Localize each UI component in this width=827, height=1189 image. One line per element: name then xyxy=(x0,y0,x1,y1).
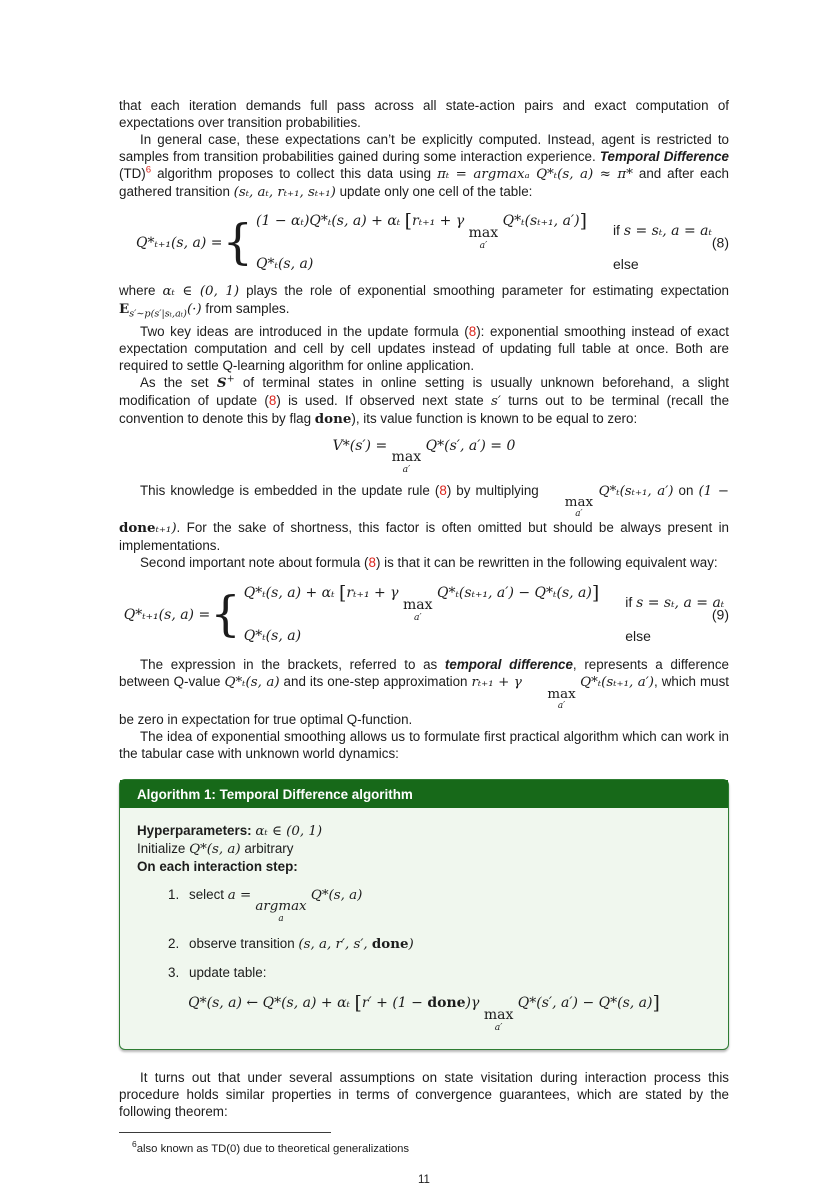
text-segment: On each interaction step: xyxy=(137,859,298,874)
algorithm-header: Algorithm 1: Temporal Difference algorithm xyxy=(120,780,728,808)
algorithm-step-1-text xyxy=(189,886,362,924)
text-segment: πₜ = argmaxₐ Q*ₜ(s, a) ≈ π* xyxy=(437,167,633,182)
underscript-operator: max a′ xyxy=(564,495,594,520)
text-segment: Q*ₜ(s, a) xyxy=(243,628,302,645)
paragraph-two-key-ideas xyxy=(119,323,729,374)
equation-8 xyxy=(119,209,729,273)
list-number: 1. xyxy=(168,887,180,902)
underscript-operator: max a′ xyxy=(468,224,499,251)
algorithm-body xyxy=(120,808,728,1049)
paragraph-td-intro xyxy=(119,131,729,201)
text-segment: turns out to be terminal (recall the convention to denote this by flag xyxy=(119,392,730,426)
text-segment: update table: xyxy=(189,964,267,980)
text-segment: E xyxy=(119,301,130,318)
text-segment: (·) xyxy=(186,302,202,318)
paragraph-temporal-difference xyxy=(119,656,729,728)
paragraph-knowledge-embedded xyxy=(119,482,729,555)
text-segment: ] xyxy=(579,209,587,232)
list-number: 3. xyxy=(168,964,180,980)
text-segment: Hyperparameters: xyxy=(137,823,256,838)
reference-link[interactable]: 8 xyxy=(268,392,277,408)
equation-8-cond2 xyxy=(613,256,639,273)
text-segment: ) xyxy=(171,521,177,537)
text-segment: V*(s′) = xyxy=(332,437,392,454)
text-segment: Q*ₜ(sₜ₊₁, a′) xyxy=(593,483,674,499)
equation-8-cases xyxy=(256,209,712,273)
text-segment: In general case, these expectations can’t be explicitly computed. Instead, agent is restricted to samples from transition probabilities gained during some interaction experience. xyxy=(119,132,729,164)
text-segment: (1 − αₜ)Q*ₜ(s, a) + αₜ xyxy=(256,213,405,229)
text-segment: and after each gathered transition xyxy=(119,166,729,199)
text-segment: ) is used. If observed next state xyxy=(276,392,492,408)
footnote xyxy=(119,1132,729,1156)
text-segment: Temporal Difference xyxy=(599,149,729,164)
text-segment: ₜ₊₁ xyxy=(155,521,172,537)
paragraph-second-note xyxy=(119,554,729,571)
algorithm-update-equation-body xyxy=(188,991,660,1033)
text-segment: αₜ ∈ (0, 1) xyxy=(162,284,240,300)
algorithm-hyperparameters xyxy=(137,822,711,840)
algorithm-box xyxy=(119,779,729,1050)
text-segment: ) xyxy=(408,936,414,952)
text-segment: Q*ₜ₊₁(s, a) = xyxy=(136,234,223,251)
algorithm-step-3 xyxy=(168,964,711,981)
text-segment: Q*ₜ(sₜ₊₁, a′) xyxy=(498,213,580,229)
text-segment: Q*(s′, a′) = 0 xyxy=(421,437,516,454)
equation-value-body xyxy=(333,437,516,475)
text-segment: on xyxy=(673,482,699,498)
text-segment: , which must be zero in expectation for true optimal Q-function. xyxy=(119,674,729,727)
text-segment: s′ xyxy=(491,393,501,409)
text-segment: αₜ ∈ (0, 1) xyxy=(255,824,323,839)
text-segment: Q*ₜ(sₜ₊₁, a′) − Q*ₜ(s, a) xyxy=(432,585,592,602)
text-segment: ] xyxy=(591,582,600,605)
text-segment: This knowledge is embedded in the update rule ( xyxy=(140,482,440,498)
text-segment: done xyxy=(314,410,352,427)
algorithm-step-1 xyxy=(168,886,711,924)
text-segment: update only one cell of the table: xyxy=(335,184,533,199)
text-segment: arbitrary xyxy=(240,841,294,856)
text-segment: from samples. xyxy=(201,301,290,317)
text-segment: [ xyxy=(354,991,362,1014)
text-segment: The idea of exponential smoothing allows us to formulate first practical algorithm which can work in the tabular case with unknown world dynamics: xyxy=(119,729,729,761)
equation-9-cond1 xyxy=(625,594,724,612)
equation-9-cond2 xyxy=(625,628,651,645)
text-segment: It turns out that under several assumptions on state visitation during interaction process this procedure holds similar properties in terms of convergence guarantees, which are stated by the following theorem: xyxy=(119,1069,729,1119)
page-number: 11 xyxy=(418,1173,430,1186)
text-segment: , represents a difference between Q-value xyxy=(119,657,729,690)
text-segment: and its one-step approximation xyxy=(279,674,472,690)
text-segment: As the set xyxy=(140,374,217,390)
text-segment: s′∼p(s′|sₜ,aₜ) xyxy=(129,308,187,320)
equation-9-case1 xyxy=(244,584,599,622)
text-segment: rₜ₊₁ + γ xyxy=(412,213,469,229)
text-segment: ] xyxy=(652,991,660,1014)
text-segment: done xyxy=(119,520,156,537)
text-segment: Initialize xyxy=(137,841,190,856)
text-segment: select xyxy=(189,887,228,902)
algorithm-step-2 xyxy=(168,935,711,953)
equation-9-tag: (9) xyxy=(711,606,729,623)
algorithm-step-2-text xyxy=(189,935,414,953)
cases-brace: { xyxy=(210,586,241,643)
text-segment: rₜ₊₁ + γ xyxy=(346,585,404,602)
reference-link[interactable]: 6 xyxy=(145,164,152,176)
text-segment: of terminal states in online setting is usually unknown beforehand, a slight modification of update ( xyxy=(119,374,730,408)
text-segment: Q*(s′, a′) − Q*(s, a) xyxy=(513,994,653,1011)
equation-8-body xyxy=(136,209,712,273)
text-segment: Q*ₜ(sₜ₊₁, a′) xyxy=(575,675,655,691)
underscript-operator: max a′ xyxy=(547,686,576,712)
cases-brace: { xyxy=(222,213,254,270)
text-segment: Q*ₜ₊₁(s, a) = xyxy=(123,606,211,623)
paragraph-convergence xyxy=(119,1069,729,1120)
text-segment: rₜ₊₁ + γ xyxy=(471,675,527,691)
text-segment: s = sₜ, a = aₜ xyxy=(636,595,725,612)
equation-9-lhs xyxy=(124,606,210,624)
text-segment: Q*ₜ(s, a) xyxy=(256,256,314,273)
text-segment: (s, a, r′, s′, xyxy=(298,936,372,952)
text-segment: Q*(s, a) ← Q*(s, a) + αₜ xyxy=(188,994,355,1011)
text-segment: [ xyxy=(339,582,347,605)
paragraph-where-alpha xyxy=(119,282,729,322)
text-segment: ): exponential smoothing instead of exact expectation computation and cell by cell updates instead of updating full table at once. Both are required to settle Q-learning algorithm for online application. xyxy=(119,323,729,373)
list-number: 2. xyxy=(168,935,180,951)
footnote-text: also known as TD(0) due to theoretical generalizations xyxy=(136,1142,410,1155)
reference-link[interactable]: 8 xyxy=(439,482,447,498)
text-segment: . For the sake of shortness, this factor is often omitted but should be always present in implementations. xyxy=(119,520,729,554)
algorithm-step-label xyxy=(137,858,711,875)
text-segment: Q*ₜ(s, a) xyxy=(224,675,280,691)
text-segment: a = xyxy=(227,888,256,903)
text-segment: Second important note about formula ( xyxy=(140,555,369,571)
text-segment: S xyxy=(216,374,227,391)
equation-8-case2 xyxy=(256,255,313,273)
text-segment: ), its value function is known to be equal to zero: xyxy=(351,410,638,426)
text-segment: observe transition xyxy=(189,935,299,951)
underscript-operator: max a′ xyxy=(483,1006,514,1033)
text-segment: ) is that it can be rewritten in the following equivalent way: xyxy=(375,555,718,571)
algorithm-initialize xyxy=(137,840,711,858)
text-segment: else xyxy=(625,627,651,644)
equation-9-case2 xyxy=(244,627,301,645)
text-segment: r′ + (1 − xyxy=(361,994,428,1011)
paragraph-terminal-states xyxy=(119,374,729,428)
equation-9 xyxy=(119,584,729,645)
equation-8-tag: (8) xyxy=(711,234,729,251)
equation-9-cases xyxy=(244,584,725,645)
paragraph-intro xyxy=(119,97,729,131)
equation-9-body xyxy=(124,584,725,645)
text-segment: )γ xyxy=(465,994,484,1011)
equation-8-case1 xyxy=(256,209,587,251)
text-segment: Two key ideas are introduced in the update formula ( xyxy=(140,323,469,339)
footnote-text-line xyxy=(119,1137,729,1156)
text-segment: The expression in the brackets, referred to as xyxy=(140,657,445,673)
algorithm-update-equation xyxy=(137,991,711,1033)
text-segment: Q*(s, a) xyxy=(306,888,363,903)
text-segment: where xyxy=(119,283,163,299)
underscript-operator: max a′ xyxy=(403,597,433,624)
text-segment: temporal difference xyxy=(444,657,573,673)
text-segment: + xyxy=(226,373,235,385)
equation-8-lhs xyxy=(136,234,222,252)
text-segment: Q*ₜ(s, a) + αₜ xyxy=(243,585,340,602)
equation-8-cond1 xyxy=(613,222,712,240)
text-segment: done xyxy=(427,994,466,1011)
footnote-marker: 6 xyxy=(132,1138,137,1149)
text-segment: (TD) xyxy=(119,166,146,181)
text-segment: (sₜ, aₜ, rₜ₊₁, sₜ₊₁) xyxy=(233,185,336,200)
text-segment: Q*(s, a) xyxy=(189,842,241,857)
text-segment: s = sₜ, a = aₜ xyxy=(623,223,712,240)
underscript-operator: max a′ xyxy=(391,449,422,476)
footnote-rule xyxy=(119,1132,331,1133)
underscript-operator: argmax a xyxy=(255,899,307,924)
text-segment: algorithm proposes to collect this data using xyxy=(151,166,438,181)
text-segment: [ xyxy=(404,209,413,232)
equation-value-function xyxy=(119,437,729,475)
text-segment: if xyxy=(612,222,624,239)
paragraph-exp-smoothing-idea xyxy=(119,728,729,762)
text-segment: (1 − xyxy=(698,483,729,499)
text-segment: else xyxy=(612,255,639,272)
text-segment: plays the role of exponential smoothing parameter for estimating expectation xyxy=(239,283,729,299)
reference-link[interactable]: 8 xyxy=(368,555,376,571)
text-segment: if xyxy=(625,594,637,611)
algorithm-step-3-text xyxy=(189,964,266,981)
text-segment: ) by multiplying xyxy=(446,482,544,498)
text-segment: done xyxy=(371,935,409,952)
text-segment: that each iteration demands full pass across all state-action pairs and exact computation of expectations over transition probabilities. xyxy=(119,98,729,130)
page-content xyxy=(119,97,729,1189)
reference-link[interactable]: 8 xyxy=(468,323,477,339)
